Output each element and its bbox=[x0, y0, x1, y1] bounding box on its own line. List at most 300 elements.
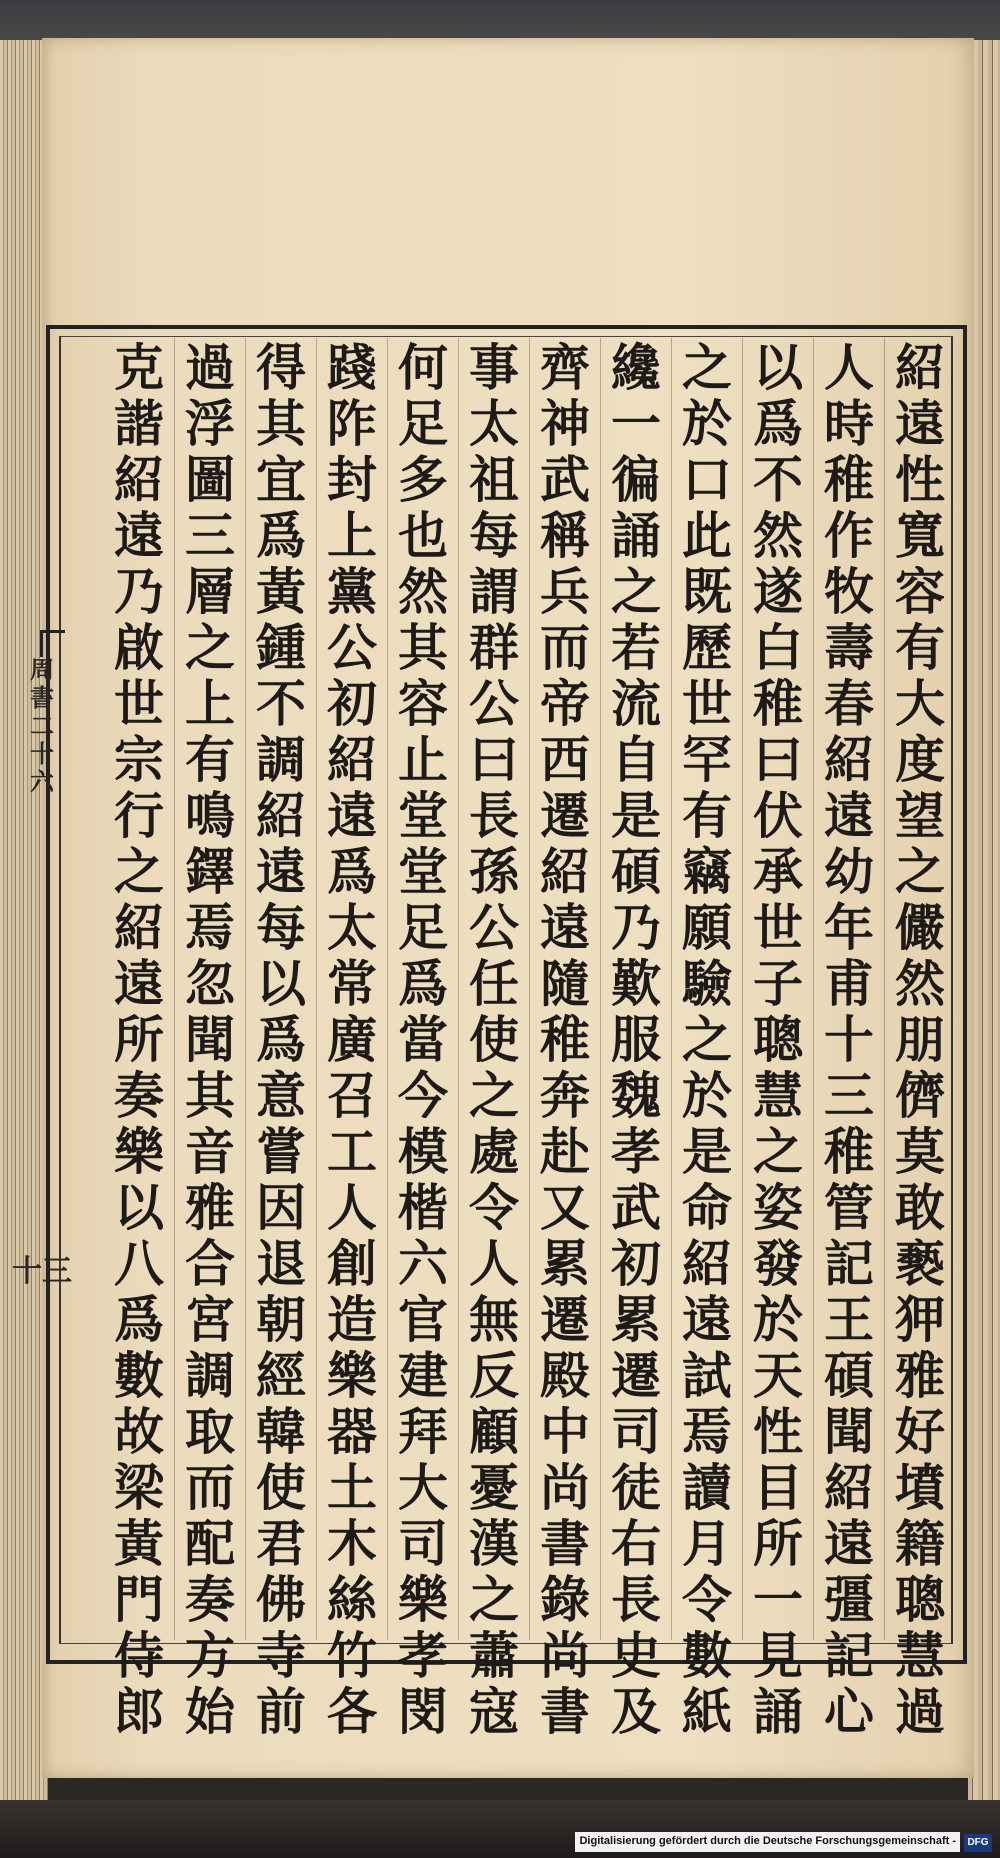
glyph: 圖 bbox=[185, 450, 235, 509]
glyph: 工 bbox=[327, 1122, 377, 1181]
text-column-10 bbox=[248, 338, 314, 1741]
glyph: 今 bbox=[398, 1066, 448, 1125]
glyph: 堂 bbox=[398, 842, 448, 901]
glyph: 堂 bbox=[398, 786, 448, 845]
glyph: 宗 bbox=[114, 730, 164, 789]
glyph: 造 bbox=[327, 1290, 377, 1349]
glyph: 及 bbox=[611, 1682, 661, 1741]
glyph: 大 bbox=[398, 1458, 448, 1517]
glyph: 樂 bbox=[398, 1570, 448, 1629]
glyph: 之 bbox=[185, 618, 235, 677]
glyph: 以 bbox=[256, 954, 306, 1013]
column-rule bbox=[600, 338, 601, 1640]
glyph: 然 bbox=[398, 562, 448, 621]
glyph: 之 bbox=[611, 562, 661, 621]
glyph: 土 bbox=[327, 1458, 377, 1517]
glyph: 足 bbox=[398, 898, 448, 957]
glyph: 過 bbox=[895, 1682, 945, 1741]
glyph: 稚 bbox=[824, 1122, 874, 1181]
glyph: 每 bbox=[256, 898, 306, 957]
glyph: 齊 bbox=[540, 338, 590, 397]
glyph: 器 bbox=[327, 1402, 377, 1461]
glyph: 朝 bbox=[256, 1290, 306, 1349]
glyph: 寬 bbox=[895, 506, 945, 565]
glyph: 而 bbox=[185, 1458, 235, 1517]
column-rule bbox=[458, 338, 459, 1640]
glyph: 音 bbox=[185, 1122, 235, 1181]
margin-glyph: 書 bbox=[30, 683, 54, 712]
glyph: 西 bbox=[540, 730, 590, 789]
glyph: 望 bbox=[895, 786, 945, 845]
glyph: 有 bbox=[185, 730, 235, 789]
glyph: 任 bbox=[469, 954, 519, 1013]
glyph: 尚 bbox=[540, 1626, 590, 1685]
glyph: 木 bbox=[327, 1514, 377, 1573]
glyph: 數 bbox=[682, 1626, 732, 1685]
glyph: 是 bbox=[682, 1122, 732, 1181]
glyph: 歷 bbox=[682, 618, 732, 677]
glyph: 三 bbox=[185, 506, 235, 565]
glyph: 有 bbox=[682, 786, 732, 845]
glyph: 各 bbox=[327, 1682, 377, 1741]
glyph: 取 bbox=[185, 1402, 235, 1461]
glyph: 絲 bbox=[327, 1570, 377, 1629]
glyph: 寇 bbox=[469, 1682, 519, 1741]
glyph: 自 bbox=[611, 730, 661, 789]
glyph: 模 bbox=[398, 1122, 448, 1181]
margin-glyph: 二 bbox=[30, 711, 54, 740]
glyph: 寺 bbox=[256, 1626, 306, 1685]
glyph: 紹 bbox=[824, 730, 874, 789]
glyph: 書 bbox=[540, 1514, 590, 1573]
glyph: 憂 bbox=[469, 1458, 519, 1517]
glyph: 蕭 bbox=[469, 1626, 519, 1685]
text-column-4 bbox=[674, 338, 740, 1741]
glyph: 初 bbox=[611, 1234, 661, 1293]
glyph: 稚 bbox=[753, 674, 803, 733]
glyph: 經 bbox=[256, 1346, 306, 1405]
glyph: 召 bbox=[327, 1066, 377, 1125]
glyph: 紙 bbox=[682, 1682, 732, 1741]
glyph: 公 bbox=[469, 898, 519, 957]
glyph: 焉 bbox=[682, 1402, 732, 1461]
glyph: 黃 bbox=[114, 1514, 164, 1573]
glyph: 鍾 bbox=[256, 618, 306, 677]
glyph: 累 bbox=[540, 1234, 590, 1293]
glyph: 之 bbox=[682, 1010, 732, 1069]
glyph: 竹 bbox=[327, 1626, 377, 1685]
glyph: 梁 bbox=[114, 1458, 164, 1517]
glyph: 服 bbox=[611, 1010, 661, 1069]
glyph: 朋 bbox=[895, 1010, 945, 1069]
glyph: 之 bbox=[895, 842, 945, 901]
glyph: 儼 bbox=[895, 898, 945, 957]
glyph: 於 bbox=[753, 1290, 803, 1349]
glyph: 是 bbox=[611, 786, 661, 845]
margin-glyph: 六 bbox=[30, 767, 54, 796]
glyph: 心 bbox=[824, 1682, 874, 1741]
margin-book-title bbox=[18, 656, 66, 796]
glyph: 使 bbox=[469, 1010, 519, 1069]
glyph: 竊 bbox=[682, 842, 732, 901]
glyph: 紹 bbox=[114, 450, 164, 509]
glyph: 世 bbox=[753, 898, 803, 957]
glyph: 試 bbox=[682, 1346, 732, 1405]
glyph: 樂 bbox=[327, 1346, 377, 1405]
glyph: 命 bbox=[682, 1178, 732, 1237]
glyph: 足 bbox=[398, 394, 448, 453]
glyph: 拜 bbox=[398, 1402, 448, 1461]
margin-glyph: 十 bbox=[30, 739, 54, 768]
column-rule bbox=[884, 338, 885, 1640]
glyph: 遂 bbox=[753, 562, 803, 621]
glyph: 官 bbox=[398, 1290, 448, 1349]
glyph: 世 bbox=[114, 674, 164, 733]
glyph: 君 bbox=[256, 1514, 306, 1573]
glyph: 神 bbox=[540, 394, 590, 453]
glyph: 調 bbox=[256, 730, 306, 789]
glyph: 願 bbox=[682, 898, 732, 957]
text-column-8 bbox=[390, 338, 456, 1741]
glyph: 爲 bbox=[256, 1010, 306, 1069]
glyph: 武 bbox=[540, 450, 590, 509]
glyph: 徧 bbox=[611, 450, 661, 509]
text-column-7 bbox=[461, 338, 527, 1741]
glyph: 紹 bbox=[540, 842, 590, 901]
glyph: 克 bbox=[114, 338, 164, 397]
glyph: 乃 bbox=[611, 898, 661, 957]
glyph: 爲 bbox=[114, 1290, 164, 1349]
dfg-logo: DFG bbox=[964, 1834, 992, 1852]
glyph: 此 bbox=[682, 506, 732, 565]
glyph: 容 bbox=[398, 674, 448, 733]
glyph: 幼 bbox=[824, 842, 874, 901]
glyph: 魏 bbox=[611, 1066, 661, 1125]
glyph: 牧 bbox=[824, 562, 874, 621]
glyph: 遠 bbox=[682, 1290, 732, 1349]
glyph: 莫 bbox=[895, 1122, 945, 1181]
glyph: 罕 bbox=[682, 730, 732, 789]
glyph: 六 bbox=[398, 1234, 448, 1293]
glyph: 墳 bbox=[895, 1458, 945, 1517]
glyph: 管 bbox=[824, 1178, 874, 1237]
glyph: 世 bbox=[682, 674, 732, 733]
glyph: 白 bbox=[753, 618, 803, 677]
glyph: 遷 bbox=[540, 786, 590, 845]
glyph: 爲 bbox=[256, 506, 306, 565]
glyph: 多 bbox=[398, 450, 448, 509]
glyph: 公 bbox=[469, 674, 519, 733]
glyph: 遠 bbox=[114, 954, 164, 1013]
glyph: 目 bbox=[753, 1458, 803, 1517]
glyph: 碩 bbox=[611, 842, 661, 901]
glyph: 三 bbox=[824, 1066, 874, 1125]
glyph: 楷 bbox=[398, 1178, 448, 1237]
glyph: 甫 bbox=[824, 954, 874, 1013]
glyph: 令 bbox=[682, 1570, 732, 1629]
glyph: 阼 bbox=[327, 394, 377, 453]
glyph: 過 bbox=[185, 338, 235, 397]
glyph: 黨 bbox=[327, 562, 377, 621]
glyph: 啟 bbox=[114, 618, 164, 677]
glyph: 宜 bbox=[256, 450, 306, 509]
glyph: 方 bbox=[185, 1626, 235, 1685]
glyph: 孝 bbox=[398, 1626, 448, 1685]
glyph: 容 bbox=[895, 562, 945, 621]
glyph: 踐 bbox=[327, 338, 377, 397]
glyph: 武 bbox=[611, 1178, 661, 1237]
glyph: 雅 bbox=[895, 1346, 945, 1405]
glyph: 承 bbox=[753, 842, 803, 901]
glyph: 而 bbox=[540, 618, 590, 677]
glyph: 紹 bbox=[824, 1458, 874, 1517]
glyph: 姿 bbox=[753, 1178, 803, 1237]
glyph: 以 bbox=[753, 338, 803, 397]
glyph: 也 bbox=[398, 506, 448, 565]
glyph: 帝 bbox=[540, 674, 590, 733]
glyph: 見 bbox=[753, 1626, 803, 1685]
glyph: 每 bbox=[469, 506, 519, 565]
glyph: 之 bbox=[682, 338, 732, 397]
glyph: 隨 bbox=[540, 954, 590, 1013]
text-column-11 bbox=[177, 338, 243, 1741]
glyph: 既 bbox=[682, 562, 732, 621]
glyph: 之 bbox=[114, 842, 164, 901]
glyph: 儕 bbox=[895, 1066, 945, 1125]
glyph: 宮 bbox=[185, 1290, 235, 1349]
glyph: 層 bbox=[185, 562, 235, 621]
glyph: 又 bbox=[540, 1178, 590, 1237]
text-column-1 bbox=[887, 338, 953, 1741]
glyph: 遠 bbox=[895, 394, 945, 453]
glyph: 誦 bbox=[611, 506, 661, 565]
glyph: 創 bbox=[327, 1234, 377, 1293]
glyph: 何 bbox=[398, 338, 448, 397]
glyph: 得 bbox=[256, 338, 306, 397]
glyph: 長 bbox=[469, 786, 519, 845]
glyph: 歎 bbox=[611, 954, 661, 1013]
glyph: 八 bbox=[114, 1234, 164, 1293]
glyph: 公 bbox=[327, 618, 377, 677]
glyph: 口 bbox=[682, 450, 732, 509]
glyph: 有 bbox=[895, 618, 945, 677]
glyph: 作 bbox=[824, 506, 874, 565]
text-column-6 bbox=[532, 338, 598, 1741]
glyph: 配 bbox=[185, 1514, 235, 1573]
glyph: 令 bbox=[469, 1178, 519, 1237]
column-rule bbox=[387, 338, 388, 1640]
glyph: 太 bbox=[327, 898, 377, 957]
glyph: 遠 bbox=[327, 786, 377, 845]
glyph: 群 bbox=[469, 618, 519, 677]
glyph: 彊 bbox=[824, 1570, 874, 1629]
glyph: 上 bbox=[327, 506, 377, 565]
glyph: 壽 bbox=[824, 618, 874, 677]
glyph: 褻 bbox=[895, 1234, 945, 1293]
glyph: 於 bbox=[682, 1066, 732, 1125]
text-column-12 bbox=[106, 338, 172, 1741]
glyph: 爲 bbox=[753, 394, 803, 453]
glyph: 遷 bbox=[540, 1290, 590, 1349]
glyph: 聞 bbox=[185, 1010, 235, 1069]
glyph: 驗 bbox=[682, 954, 732, 1013]
glyph: 諧 bbox=[114, 394, 164, 453]
glyph: 韓 bbox=[256, 1402, 306, 1461]
glyph: 之 bbox=[469, 1570, 519, 1629]
glyph: 誦 bbox=[753, 1682, 803, 1741]
glyph: 慧 bbox=[753, 1066, 803, 1125]
glyph: 孝 bbox=[611, 1122, 661, 1181]
glyph: 時 bbox=[824, 394, 874, 453]
glyph: 當 bbox=[398, 1010, 448, 1069]
glyph: 退 bbox=[256, 1234, 306, 1293]
glyph: 不 bbox=[256, 674, 306, 733]
glyph: 奏 bbox=[114, 1066, 164, 1125]
glyph: 度 bbox=[895, 730, 945, 789]
glyph: 雅 bbox=[185, 1178, 235, 1237]
glyph: 處 bbox=[469, 1122, 519, 1181]
glyph: 狎 bbox=[895, 1290, 945, 1349]
text-column-9 bbox=[319, 338, 385, 1741]
glyph: 紹 bbox=[256, 786, 306, 845]
glyph: 因 bbox=[256, 1178, 306, 1237]
glyph: 遠 bbox=[256, 842, 306, 901]
glyph: 所 bbox=[114, 1010, 164, 1069]
glyph: 記 bbox=[824, 1234, 874, 1293]
glyph: 兵 bbox=[540, 562, 590, 621]
glyph: 聞 bbox=[824, 1402, 874, 1461]
column-rule bbox=[742, 338, 743, 1640]
glyph: 天 bbox=[753, 1346, 803, 1405]
glyph: 漢 bbox=[469, 1514, 519, 1573]
glyph: 上 bbox=[185, 674, 235, 733]
glyph: 不 bbox=[753, 450, 803, 509]
stacked-page-edges-left bbox=[0, 40, 48, 1800]
glyph: 無 bbox=[469, 1290, 519, 1349]
glyph: 好 bbox=[895, 1402, 945, 1461]
glyph: 史 bbox=[611, 1626, 661, 1685]
glyph: 佛 bbox=[256, 1570, 306, 1629]
glyph: 書 bbox=[540, 1682, 590, 1741]
glyph: 發 bbox=[753, 1234, 803, 1293]
glyph: 忽 bbox=[185, 954, 235, 1013]
glyph: 意 bbox=[256, 1066, 306, 1125]
glyph: 數 bbox=[114, 1346, 164, 1405]
glyph: 以 bbox=[114, 1178, 164, 1237]
glyph: 之 bbox=[469, 1066, 519, 1125]
glyph: 紹 bbox=[114, 898, 164, 957]
glyph: 調 bbox=[185, 1346, 235, 1405]
glyph: 爲 bbox=[398, 954, 448, 1013]
glyph: 反 bbox=[469, 1346, 519, 1405]
glyph: 遠 bbox=[114, 506, 164, 565]
digitization-credit: Digitalisierung gefördert durch die Deutsche Forschungsgemeinschaft - bbox=[575, 1832, 960, 1852]
glyph: 之 bbox=[753, 1122, 803, 1181]
glyph: 鳴 bbox=[185, 786, 235, 845]
glyph: 稱 bbox=[540, 506, 590, 565]
glyph: 所 bbox=[753, 1514, 803, 1573]
glyph: 焉 bbox=[185, 898, 235, 957]
glyph: 紹 bbox=[895, 338, 945, 397]
glyph: 事 bbox=[469, 338, 519, 397]
glyph: 稚 bbox=[540, 1010, 590, 1069]
glyph: 右 bbox=[611, 1514, 661, 1573]
glyph: 曰 bbox=[469, 730, 519, 789]
glyph: 爲 bbox=[327, 842, 377, 901]
glyph: 司 bbox=[611, 1402, 661, 1461]
glyph: 紹 bbox=[682, 1234, 732, 1293]
glyph: 籍 bbox=[895, 1514, 945, 1573]
glyph: 其 bbox=[398, 618, 448, 677]
glyph: 尚 bbox=[540, 1458, 590, 1517]
column-rule bbox=[813, 338, 814, 1640]
glyph: 門 bbox=[114, 1570, 164, 1629]
glyph: 司 bbox=[398, 1514, 448, 1573]
glyph: 伏 bbox=[753, 786, 803, 845]
glyph: 錄 bbox=[540, 1570, 590, 1629]
glyph: 止 bbox=[398, 730, 448, 789]
glyph: 曰 bbox=[753, 730, 803, 789]
glyph: 慧 bbox=[895, 1626, 945, 1685]
glyph: 郎 bbox=[114, 1682, 164, 1741]
glyph: 故 bbox=[114, 1402, 164, 1461]
glyph: 一 bbox=[611, 394, 661, 453]
glyph: 使 bbox=[256, 1458, 306, 1517]
glyph: 太 bbox=[469, 394, 519, 453]
glyph: 聰 bbox=[753, 1010, 803, 1069]
glyph: 聰 bbox=[895, 1570, 945, 1629]
glyph: 記 bbox=[824, 1626, 874, 1685]
glyph: 遠 bbox=[824, 1514, 874, 1573]
glyph: 封 bbox=[327, 450, 377, 509]
glyph: 性 bbox=[895, 450, 945, 509]
glyph: 徒 bbox=[611, 1458, 661, 1517]
glyph: 稚 bbox=[824, 450, 874, 509]
glyph: 樂 bbox=[114, 1122, 164, 1181]
glyph: 性 bbox=[753, 1402, 803, 1461]
glyph: 十 bbox=[824, 1010, 874, 1069]
glyph: 若 bbox=[611, 618, 661, 677]
glyph: 前 bbox=[256, 1682, 306, 1741]
text-column-3 bbox=[745, 338, 811, 1741]
glyph: 人 bbox=[824, 338, 874, 397]
glyph: 合 bbox=[185, 1234, 235, 1293]
glyph: 遠 bbox=[824, 786, 874, 845]
glyph: 鐸 bbox=[185, 842, 235, 901]
glyph: 赴 bbox=[540, 1122, 590, 1181]
glyph: 於 bbox=[682, 394, 732, 453]
glyph: 紹 bbox=[327, 730, 377, 789]
glyph: 月 bbox=[682, 1514, 732, 1573]
glyph: 敢 bbox=[895, 1178, 945, 1237]
glyph: 始 bbox=[185, 1682, 235, 1741]
glyph: 廣 bbox=[327, 1010, 377, 1069]
glyph: 累 bbox=[611, 1290, 661, 1349]
glyph: 人 bbox=[469, 1234, 519, 1293]
glyph: 長 bbox=[611, 1570, 661, 1629]
margin-page-number: 十三 bbox=[12, 1254, 72, 1289]
column-rule bbox=[316, 338, 317, 1640]
glyph: 殿 bbox=[540, 1346, 590, 1405]
glyph: 其 bbox=[256, 394, 306, 453]
glyph: 纔 bbox=[611, 338, 661, 397]
text-column-5 bbox=[603, 338, 669, 1741]
glyph: 初 bbox=[327, 674, 377, 733]
glyph: 年 bbox=[824, 898, 874, 957]
glyph: 遷 bbox=[611, 1346, 661, 1405]
glyph: 中 bbox=[540, 1402, 590, 1461]
glyph: 孫 bbox=[469, 842, 519, 901]
